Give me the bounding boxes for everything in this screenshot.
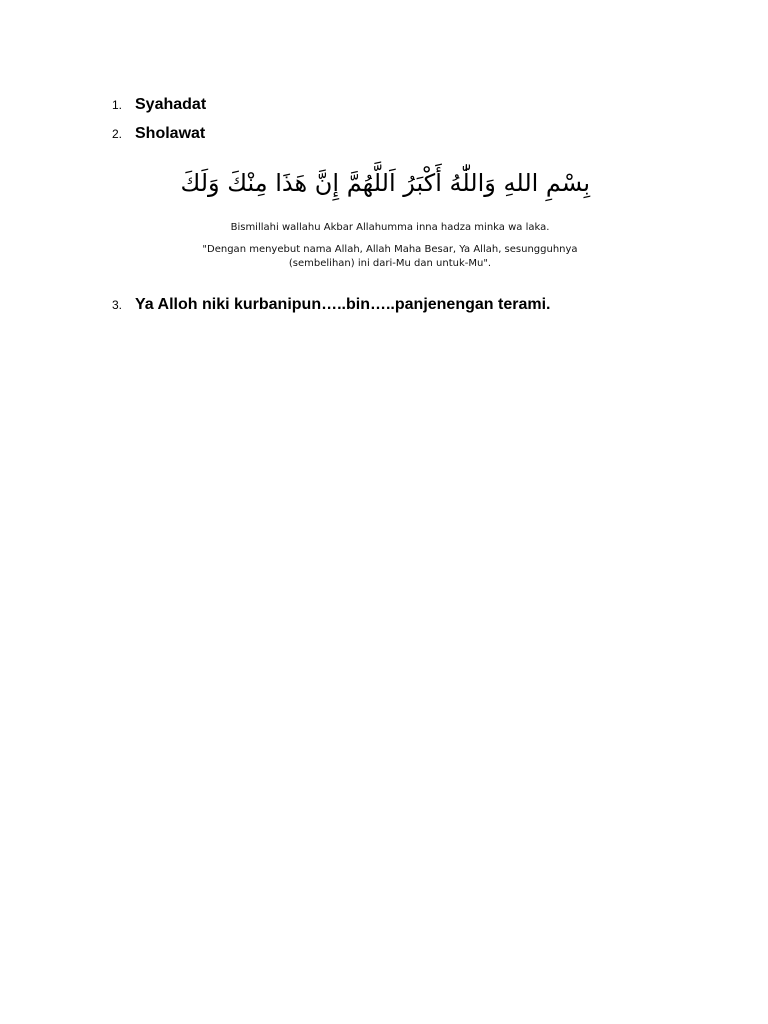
- prayer-translation: [190, 243, 590, 271]
- list-item-label: Syahadat: [135, 96, 207, 113]
- list-number: 3.: [112, 298, 123, 312]
- translation-line-2: (sembelihan) ini dari-Mu dan untuk-Mu".: [288, 258, 492, 269]
- list-item-label: Sholawat: [135, 125, 206, 142]
- arabic-prayer-text: بِسْمِ اللهِ وَاللّٰهُ أَكْبَرُ اَللَّهُمَّ إِنَّ هَذَا مِنْكَ وَلَكَ: [180, 169, 590, 197]
- list-number: 1.: [112, 98, 123, 112]
- translation-line-1: "Dengan menyebut nama Allah, Allah Maha Besar, Ya Allah, sesungguhnya: [202, 244, 578, 255]
- list-item-sholawat: [112, 125, 205, 143]
- list-item-kurban-intention: [112, 296, 550, 314]
- prayer-image: [180, 158, 590, 288]
- list-item-label: Ya Alloh niki kurbanipun…..bin…..panjenengan terami.: [135, 296, 551, 313]
- list-number: 2.: [112, 127, 123, 141]
- list-item-syahadat: [112, 96, 206, 114]
- prayer-transliteration: Bismillahi wallahu Akbar Allahumma inna hadza minka wa laka.: [230, 222, 550, 233]
